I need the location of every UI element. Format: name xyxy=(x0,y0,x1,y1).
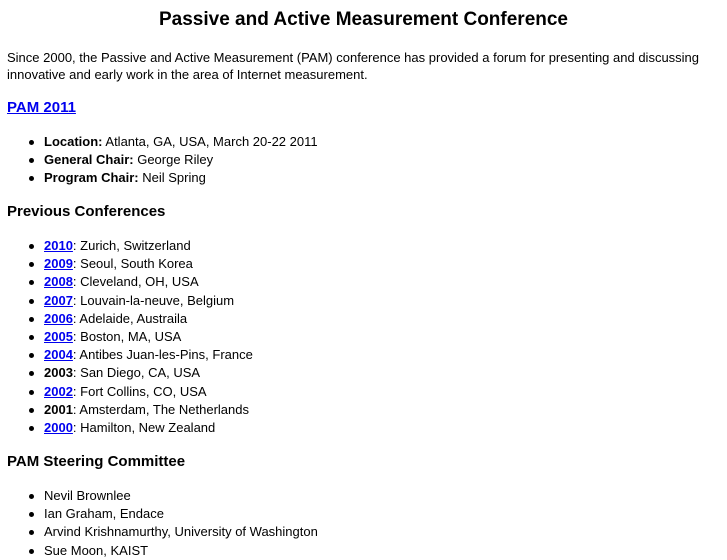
conference-location: : Seoul, South Korea xyxy=(72,256,193,272)
conference-location: : Adelaide, Austraila xyxy=(72,310,188,326)
steering-committee-list xyxy=(0,487,318,560)
bullet-icon xyxy=(29,280,34,285)
steering-committee-member xyxy=(0,523,318,541)
pam2011-link[interactable]: PAM 2011 xyxy=(7,99,76,116)
location-value: Atlanta, GA, USA, March 20-22 2011 xyxy=(102,134,318,149)
conference-location: : Fort Collins, CO, USA xyxy=(72,383,207,399)
conference-year-link[interactable]: 2010 xyxy=(44,238,73,253)
intro-paragraph: Since 2000, the Passive and Active Measurement (PAM) conference has provided a forum for presenting and discussing innovative and early work in the area of Internet measurement. xyxy=(7,50,700,82)
steering-committee-member xyxy=(0,505,318,523)
steering-committee-heading: PAM Steering Committee xyxy=(7,453,186,470)
bullet-icon xyxy=(29,299,34,304)
bullet-icon xyxy=(29,353,34,358)
bullet-icon xyxy=(29,494,34,499)
conference-year-link[interactable]: 2000 xyxy=(44,419,73,435)
bullet-icon xyxy=(29,426,34,431)
pam2011-program-chair-item xyxy=(0,169,318,187)
pam2011-details-list xyxy=(0,133,318,188)
bullet-icon xyxy=(29,408,34,413)
bullet-icon xyxy=(29,317,34,322)
conference-location: : Boston, MA, USA xyxy=(72,328,182,344)
bullet-icon xyxy=(29,176,34,181)
pam2011-location-item xyxy=(0,133,318,151)
bullet-icon xyxy=(29,244,34,249)
conference-location: : Cleveland, OH, USA xyxy=(72,274,199,290)
bullet-icon xyxy=(29,512,34,517)
conference-year-link[interactable]: 2005 xyxy=(44,328,73,344)
pam2011-heading xyxy=(7,99,76,117)
previous-conference-item xyxy=(0,383,253,401)
program-chair-value: Neil Spring xyxy=(138,170,206,186)
conference-year-link[interactable]: 2002 xyxy=(44,383,73,399)
bullet-icon xyxy=(29,371,34,376)
previous-conference-item xyxy=(0,292,253,310)
conference-year: 2003 xyxy=(44,365,73,381)
bullet-icon xyxy=(29,140,34,145)
program-chair-label: Program Chair: xyxy=(44,170,139,186)
previous-conference-item xyxy=(0,273,253,291)
steering-committee-member xyxy=(0,487,318,505)
previous-conferences-heading: Previous Conferences xyxy=(7,203,166,220)
previous-conference-item xyxy=(0,419,253,437)
previous-conference-item xyxy=(0,328,253,346)
page-title: Passive and Active Measurement Conference xyxy=(158,9,569,30)
steering-committee-member xyxy=(0,542,318,560)
conference-location: : Louvain-la-neuve, Belgium xyxy=(72,292,235,308)
conference-year-link[interactable]: 2007 xyxy=(44,292,73,308)
bullet-icon xyxy=(29,390,34,395)
bullet-icon xyxy=(29,549,34,554)
conference-year-link[interactable]: 2008 xyxy=(44,274,73,290)
bullet-icon xyxy=(29,262,34,267)
member-name: Arvind Krishnamurthy, University of Washington xyxy=(44,524,318,540)
bullet-icon xyxy=(29,335,34,340)
general-chair-label: General Chair: xyxy=(44,152,134,168)
bullet-icon xyxy=(29,530,34,535)
bullet-icon xyxy=(29,158,34,163)
location-label: Location: xyxy=(44,134,103,149)
conference-year-link[interactable]: 2009 xyxy=(44,256,73,272)
previous-conference-item xyxy=(0,237,253,255)
member-name: Ian Graham, Endace xyxy=(44,506,164,522)
conference-location: : Hamilton, New Zealand xyxy=(72,419,216,435)
conference-location: : San Diego, CA, USA xyxy=(72,365,201,381)
previous-conferences-list xyxy=(0,237,253,437)
conference-location: : Zurich, Switzerland xyxy=(72,238,191,253)
conference-year: 2001 xyxy=(44,401,73,417)
previous-conference-item xyxy=(0,346,253,364)
previous-conference-item xyxy=(0,310,253,328)
conference-location: : Antibes Juan-les-Pins, France xyxy=(72,347,253,363)
member-name: Nevil Brownlee xyxy=(44,488,131,503)
conference-year-link[interactable]: 2004 xyxy=(44,347,73,363)
previous-conference-item xyxy=(0,364,253,382)
member-name: Sue Moon, KAIST xyxy=(44,542,149,558)
conference-year-link[interactable]: 2006 xyxy=(44,310,73,326)
general-chair-value: George Riley xyxy=(133,152,214,168)
pam2011-general-chair-item xyxy=(0,151,318,169)
previous-conference-item xyxy=(0,401,253,419)
previous-conference-item xyxy=(0,255,253,273)
conference-location: : Amsterdam, The Netherlands xyxy=(72,401,249,417)
